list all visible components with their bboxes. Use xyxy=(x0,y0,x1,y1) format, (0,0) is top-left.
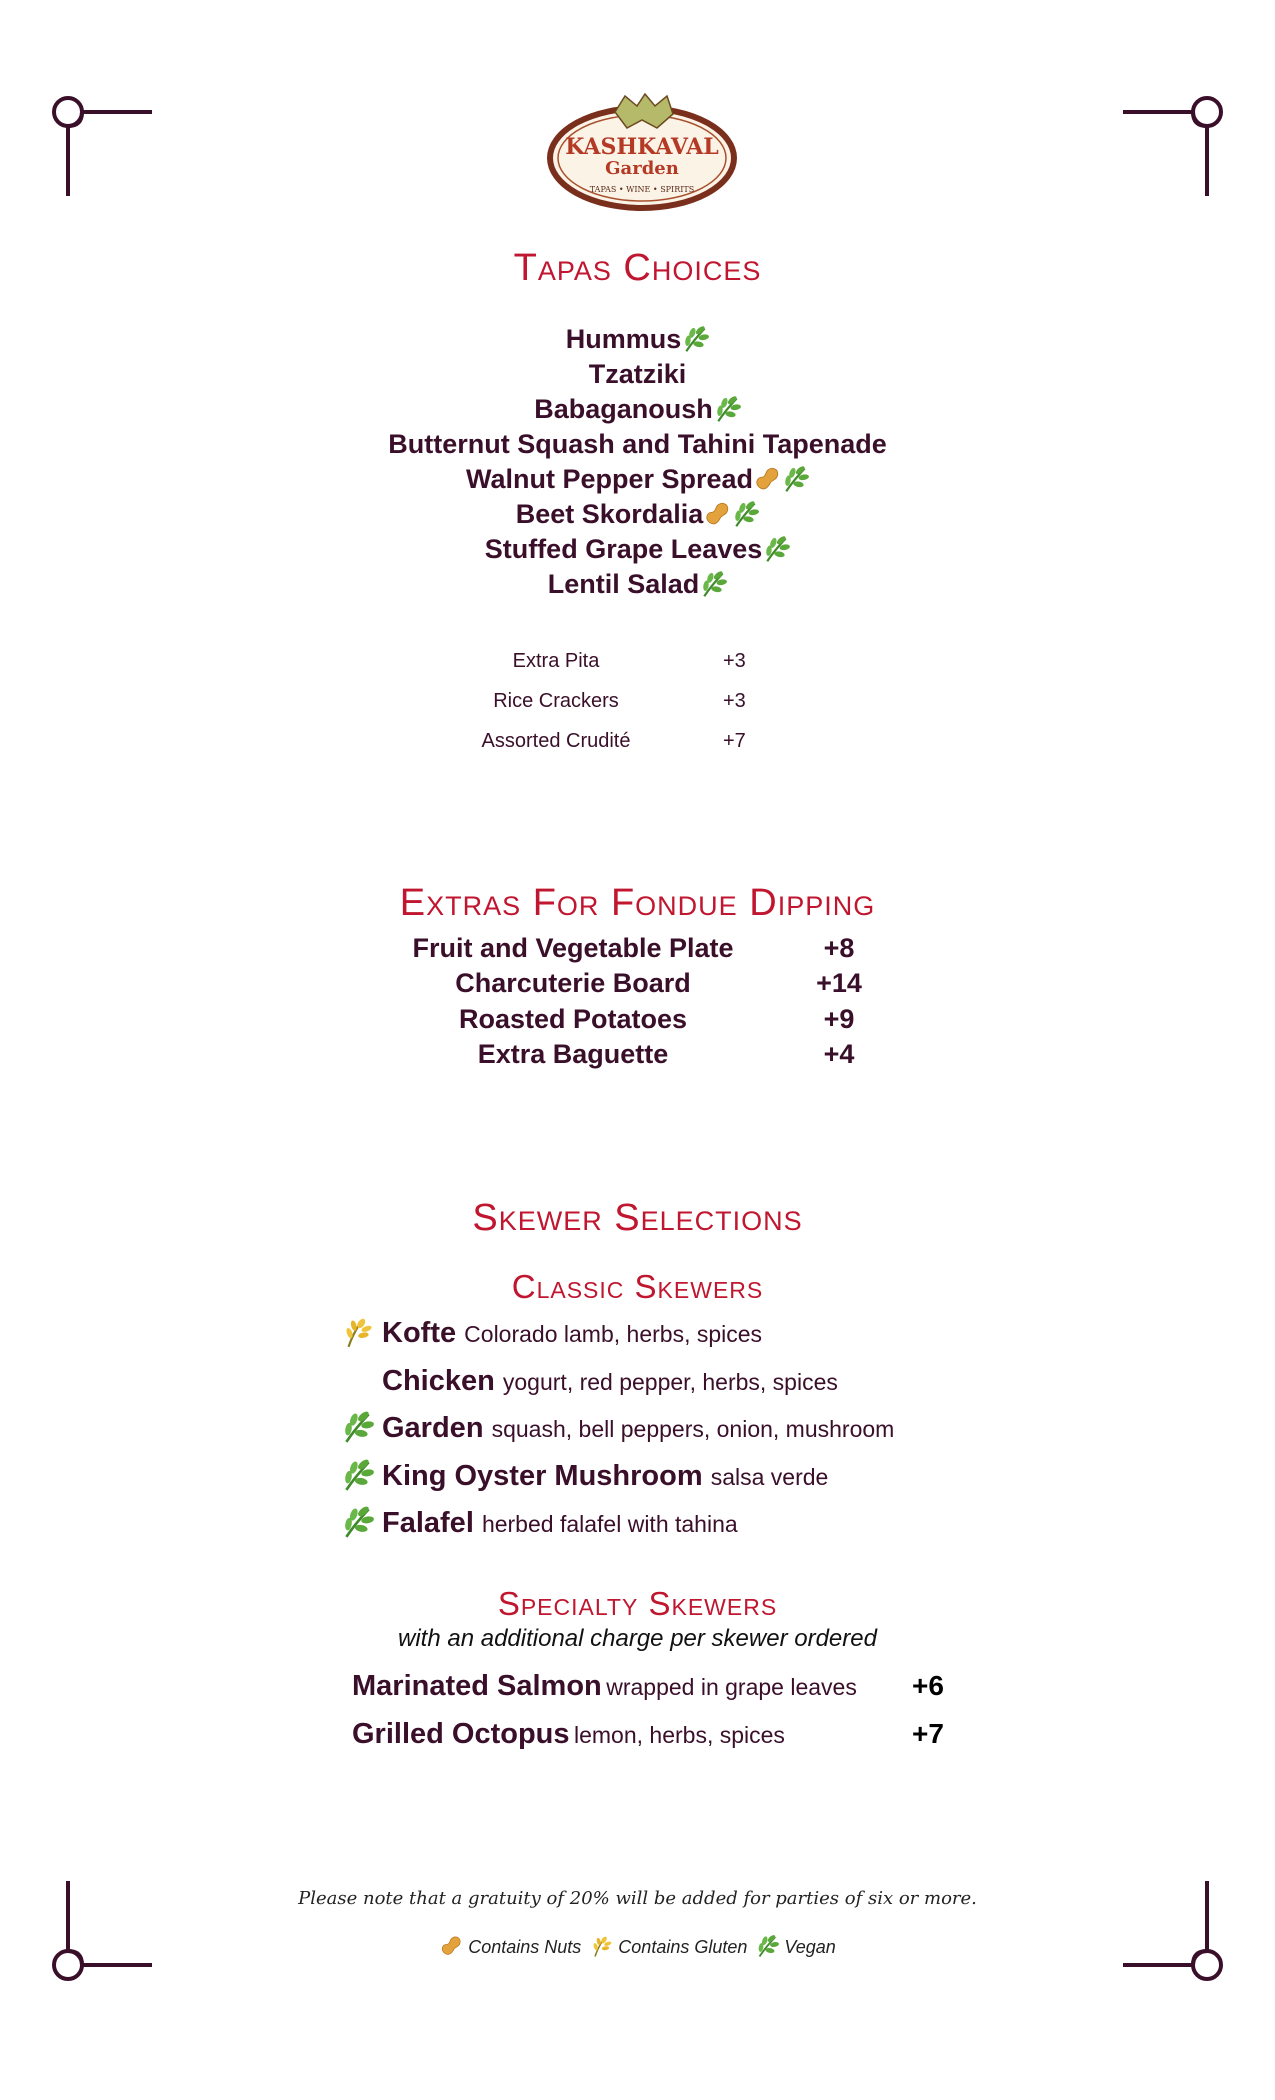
vegan-leaf-icon xyxy=(681,325,709,353)
skewer-description: herbed falafel with tahina xyxy=(481,1511,738,1538)
legend-item xyxy=(589,1937,747,1957)
specialty-subtitle: with an additional charge per skewer ordered xyxy=(398,1625,877,1652)
side-price: +3 xyxy=(723,650,746,672)
skewer-selections-heading: Skewer Selections xyxy=(472,1197,803,1239)
skewer-description: Colorado lamb, herbs, spices xyxy=(464,1321,763,1347)
skewer-name: Kofte xyxy=(382,1317,457,1349)
skewer-name: Chicken xyxy=(382,1364,495,1397)
logo-name: KASHKAVAL xyxy=(565,134,719,160)
tapas-item-name: Hummus xyxy=(565,324,682,354)
tapas-item-name: Walnut Pepper Spread xyxy=(465,464,754,494)
skewer-description: squash, bell peppers, onion, mushroom xyxy=(491,1416,895,1443)
legend-item xyxy=(755,1937,835,1957)
tapas-item xyxy=(0,427,1275,462)
corner-ornament-top-right xyxy=(1117,92,1227,202)
side-name: Assorted Crudité xyxy=(481,730,631,752)
skewer-description: wrapped in grape leaves xyxy=(606,1674,857,1700)
vegan-leaf-icon xyxy=(731,500,759,528)
fondue-item-name: Roasted Potatoes xyxy=(458,1003,688,1034)
tapas-item xyxy=(0,462,1275,497)
vegan-leaf-icon xyxy=(699,570,727,598)
legend-label: Contains Gluten xyxy=(618,1937,748,1957)
tapas-choices-heading: Tapas Choices xyxy=(513,247,762,289)
tapas-item xyxy=(0,497,1275,532)
vegan-leaf-icon xyxy=(340,1458,374,1492)
skewer-description: lemon, herbs, spices xyxy=(573,1722,785,1748)
corner-ornament-top-left xyxy=(48,92,158,202)
fondue-item-name: Charcuterie Board xyxy=(455,968,691,999)
tapas-item-name: Lentil Salad xyxy=(547,569,700,599)
fondue-item-price: +14 xyxy=(816,968,862,999)
wheat-icon xyxy=(589,1934,613,1958)
logo-tagline: TAPAS • WINE • SPIRITS xyxy=(589,185,695,194)
tapas-item-name: Tzatziki xyxy=(588,359,687,389)
specialty-skewers-heading: Specialty Skewers xyxy=(497,1585,778,1622)
gratuity-note: Please note that a gratuity of 20% will be added for parties of six or more. xyxy=(298,1888,977,1909)
tapas-list xyxy=(0,322,1275,602)
tapas-item-name: Beet Skordalia xyxy=(515,499,704,529)
side-name: Rice Crackers xyxy=(493,690,619,712)
wheat-icon xyxy=(340,1315,374,1349)
vegan-leaf-icon xyxy=(755,1934,779,1958)
skewer-name: Garden xyxy=(382,1412,484,1445)
skewer-name: Falafel xyxy=(382,1507,474,1540)
side-price: +3 xyxy=(723,690,746,712)
kashkaval-garden-logo xyxy=(545,92,740,220)
fondue-item-price: +4 xyxy=(823,1038,855,1069)
tapas-item-name: Butternut Squash and Tahini Tapenade xyxy=(388,429,887,459)
tapas-item-name: Stuffed Grape Leaves xyxy=(484,534,763,564)
skewer-name: Grilled Octopus xyxy=(352,1718,570,1750)
fondue-item-price: +8 xyxy=(823,933,855,963)
vegan-leaf-icon xyxy=(781,465,809,493)
fondue-item-name: Fruit and Vegetable Plate xyxy=(412,933,734,963)
fondue-heading: Extras For Fondue Dipping xyxy=(399,882,876,924)
fondue-item-price: +9 xyxy=(823,1003,855,1034)
peanut-icon xyxy=(753,465,781,493)
side-name: Extra Pita xyxy=(512,650,600,672)
specialty-skewer-item xyxy=(352,1664,952,1708)
peanut-icon xyxy=(703,500,731,528)
legend-label: Vegan xyxy=(784,1937,836,1957)
skewer-price: +7 xyxy=(912,1718,944,1749)
classic-skewers-heading: Classic Skewers xyxy=(511,1268,764,1305)
skewer-description: yogurt, red pepper, herbs, spices xyxy=(502,1368,838,1395)
legend-label: Contains Nuts xyxy=(468,1937,582,1957)
vegan-leaf-icon xyxy=(762,535,790,563)
skewer-price: +6 xyxy=(912,1670,944,1701)
tapas-item xyxy=(0,357,1275,392)
tapas-item xyxy=(0,322,1275,357)
tapas-item xyxy=(0,392,1275,427)
specialty-skewer-item xyxy=(352,1712,952,1756)
vegan-leaf-icon xyxy=(340,1410,374,1444)
tapas-item xyxy=(0,567,1275,602)
tapas-item xyxy=(0,532,1275,567)
skewer-name: King Oyster Mushroom xyxy=(382,1459,703,1492)
vegan-leaf-icon xyxy=(340,1505,374,1539)
logo-subname: Garden xyxy=(605,158,679,179)
skewer-description: salsa verde xyxy=(710,1463,829,1490)
skewer-name: Marinated Salmon xyxy=(352,1670,602,1702)
fondue-item-name: Extra Baguette xyxy=(477,1038,669,1069)
vegan-leaf-icon xyxy=(713,395,741,423)
tapas-item-name: Babaganoush xyxy=(534,394,713,424)
side-price: +7 xyxy=(723,730,746,752)
peanut-icon xyxy=(439,1934,463,1958)
legend-item xyxy=(439,1937,581,1957)
allergen-legend xyxy=(0,1934,1275,1958)
